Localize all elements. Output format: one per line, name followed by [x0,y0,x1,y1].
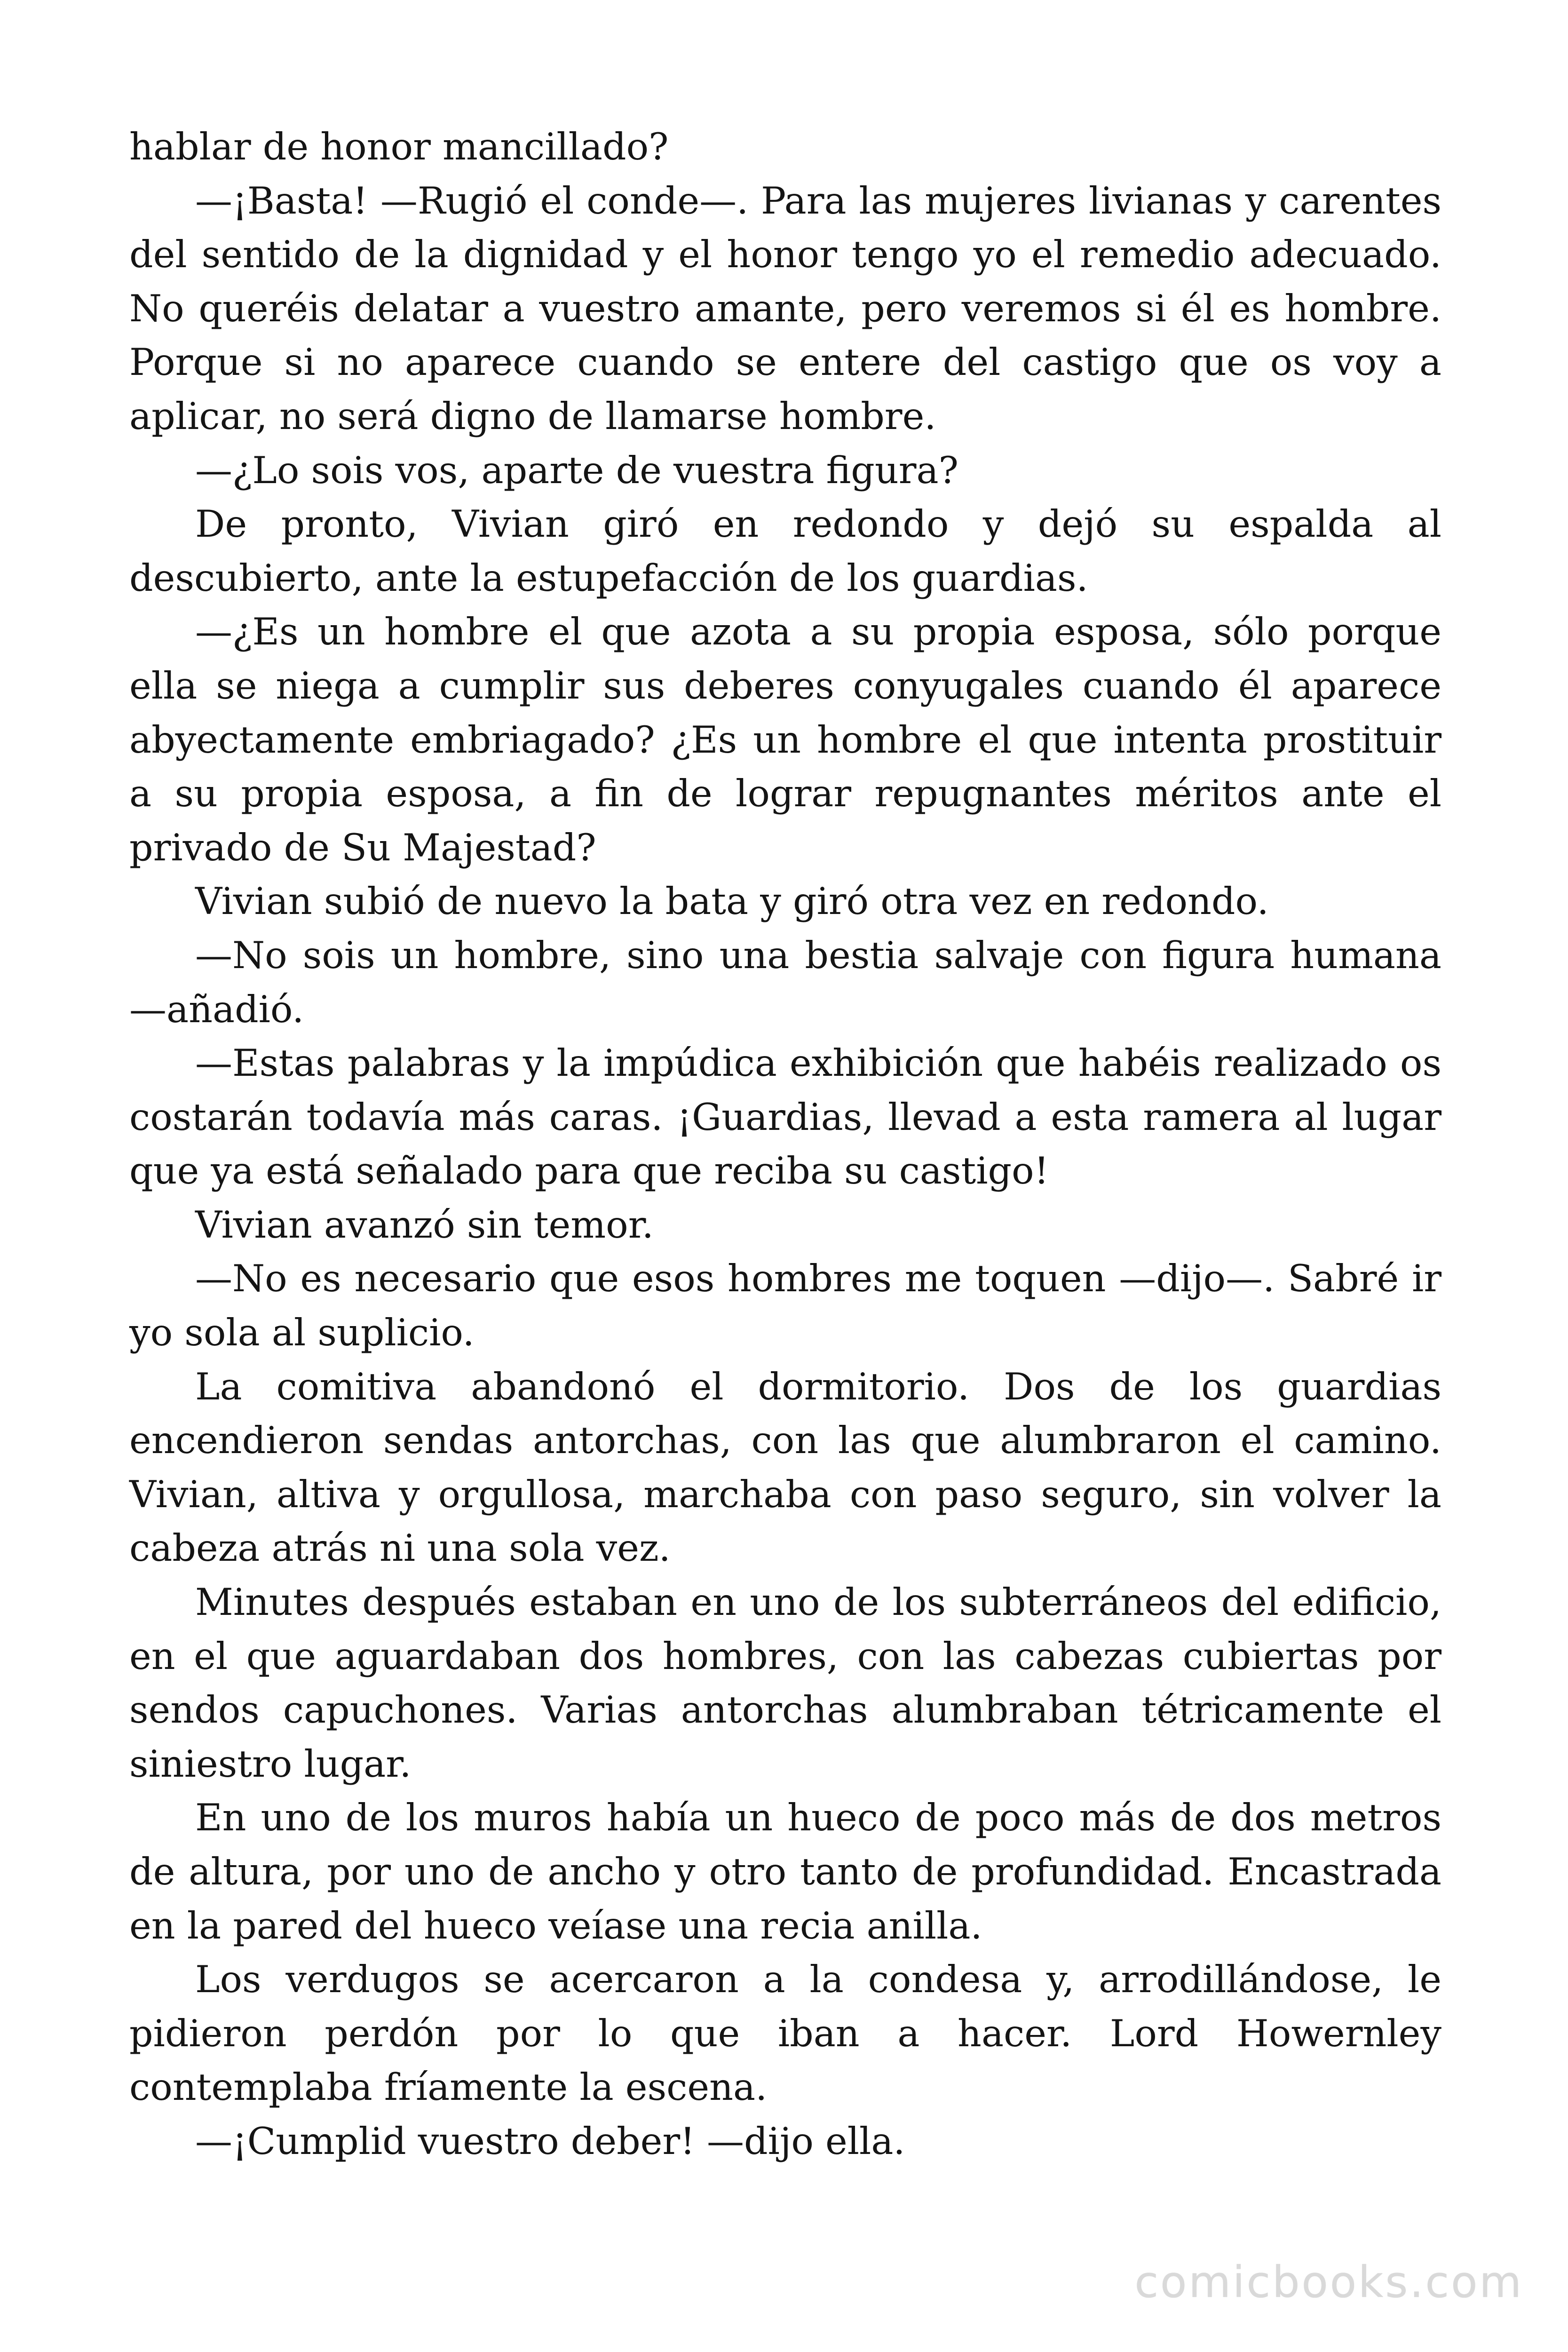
paragraph: La comitiva abandonó el dormitorio. Dos de los guardias encendieron sendas antorchas, con las que alumbraron el camino. Vivian, altiva y orgullosa, marchaba con paso seguro, sin volver la cabeza atrás ni una sola vez. [129,1365,1441,1570]
paragraph: —¿Es un hombre el que azota a su propia esposa, sólo porque ella se niega a cumplir sus deberes conyugales cuando él aparece abyectamente embriagado? ¿Es un hombre el que intenta prostituir a su propia esposa, a fin de lograr repugnantes méritos ante el privado de Su Majestad? [129,610,1441,869]
paragraph: —¡Basta! —Rugió el conde—. Para las mujeres livianas y carentes del sentido de la dignidad y el honor tengo yo el remedio adecuado. No queréis delatar a vuestro amante, pero veremos si él es hombre. Porque si no aparece cuando se entere del castigo que os voy a aplicar, no será digno de llamarse hombre. [129,179,1441,438]
paragraph: —No sois un hombre, sino una bestia salvaje con figura humana —añadió. [129,933,1441,1031]
paragraph: —Estas palabras y la impúdica exhibición que habéis realizado os costarán todavía más caras. ¡Guardias, llevad a esta ramera al lugar que ya está señalado para que reciba su castigo! [129,1041,1441,1193]
paragraph-continued: hablar de honor mancillado? [129,125,669,168]
paragraph: —¡Cumplid vuestro deber! —dijo ella. [195,2119,905,2163]
paragraph: —No es necesario que esos hombres me toquen —dijo—. Sabré ir yo sola al suplicio. [129,1257,1441,1355]
paragraph: Los verdugos se acercaron a la condesa y, arrodillándose, le pidieron perdón por lo que iban a hacer. Lord Howernley contemplaba fríamente la escena. [129,1958,1441,2109]
book-page-text [129,120,1441,2169]
paragraph: Vivian avanzó sin temor. [195,1203,654,1247]
paragraph: De pronto, Vivian giró en redondo y dejó su espalda al descubierto, ante la estupefacción de los guardias. [129,502,1441,600]
paragraph: —¿Lo sois vos, aparte de vuestra figura? [195,448,958,492]
paragraph: En uno de los muros había un hueco de poco más de dos metros de altura, por uno de ancho y otro tanto de profundidad. Encastrada en la pared del hueco veíase una recia anilla. [129,1796,1441,1947]
watermark: comicbooks.com [1134,2257,1523,2307]
paragraph: Minutes después estaban en uno de los subterráneos del edificio, en el que aguardaban dos hombres, con las cabezas cubiertas por sendos capuchones. Varias antorchas alumbraban tétricamente el siniestro lugar. [129,1581,1441,1786]
paragraph: Vivian subió de nuevo la bata y giró otra vez en redondo. [195,880,1269,923]
